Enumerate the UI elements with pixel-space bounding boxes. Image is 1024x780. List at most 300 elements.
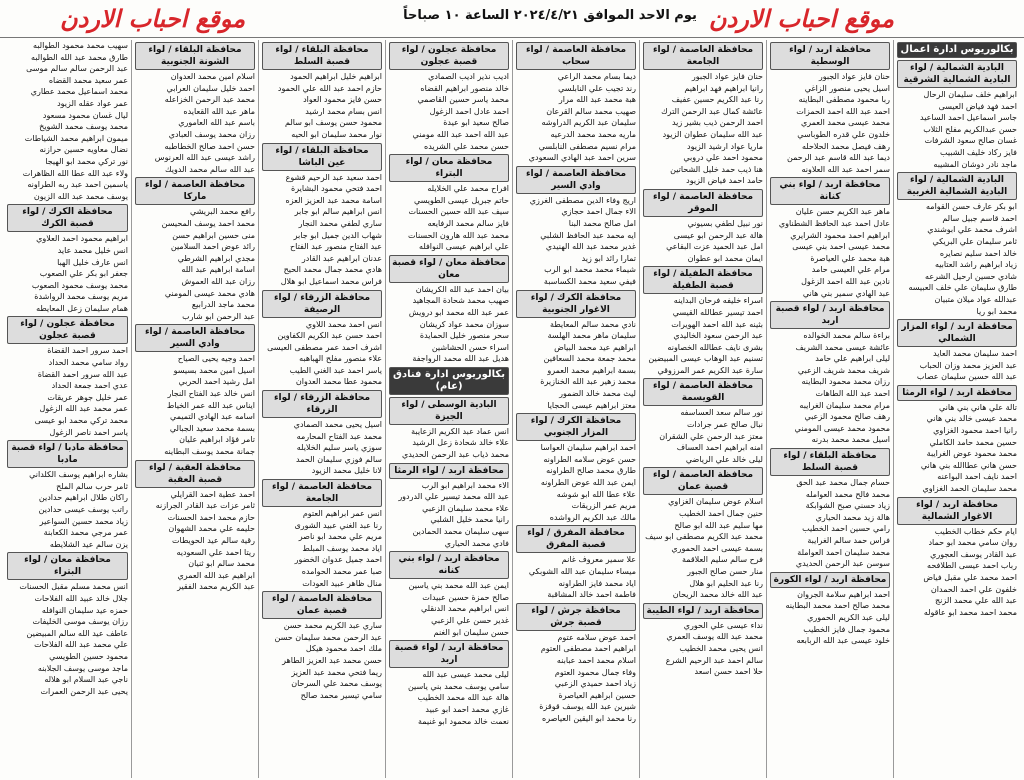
- section-title: محافظة اربد / لواء الطيبة: [643, 603, 763, 619]
- candidate-name: غدير محمد عبد الله الهنيدي: [545, 242, 636, 252]
- candidate-name: نور سالم سعد العساسفه: [680, 408, 763, 418]
- candidate-name: صهيب محمد سالم القرعان: [546, 106, 636, 116]
- candidate-name: هالة عبد الرحمن ابو عيسى: [673, 230, 763, 240]
- section-title: محافظة العاصمة / لواء قصبة عمان: [262, 591, 382, 619]
- district-section: [262, 42, 382, 141]
- dateline: يوم الاحد الموافق ٢٠٢٤/٤/٢١ الساعة ١٠ صباحاً: [403, 8, 697, 23]
- candidate-name: اسامة محمد عبد العزيز العزه: [285, 195, 382, 205]
- candidate-name: خلدون علي قدره الطوباسي: [797, 129, 890, 139]
- candidate-name: محمد تركي محمد ابو عيسى: [34, 416, 128, 426]
- candidate-name: روان سامي محمد ابو حماد: [928, 538, 1017, 548]
- candidate-name: اريج وفاء الدين مصطفى الغرزي: [529, 195, 636, 205]
- candidate-name: نور نبيل لطفي بسيوني: [687, 218, 763, 228]
- candidate-name: محمد ابو ريا: [976, 306, 1017, 316]
- district-section: [389, 154, 509, 253]
- section-title: محافظة العقبة / لواء قصبة العقبة: [135, 460, 255, 488]
- candidate-name: غسان صالح سعود الشرفات: [924, 136, 1017, 146]
- candidate-name: محمود محمد عيسى المومني: [794, 423, 890, 433]
- candidate-name: طارق محمد عبد الله الطوالبه: [30, 52, 128, 62]
- candidate-name: مرام محمد سليمان الغرايبه: [799, 400, 890, 410]
- candidate-name: عبد الله سرور احمد القضاة: [37, 369, 128, 379]
- candidate-name: سهى سليمان محمد الحمادين: [412, 527, 509, 537]
- candidate-name: سوزي ياسر سليم الخلايله: [296, 443, 382, 453]
- candidate-name: انس ابراهيم محمد الدنقلي: [420, 604, 509, 614]
- candidate-name: عبد الهادي سمير بني هاني: [802, 288, 890, 298]
- candidate-name: حلا احمد حسن اسعد: [694, 667, 763, 677]
- page-header: [0, 0, 1024, 38]
- section-title: محافظة الكرك / لواء قصبة الكرك: [7, 204, 128, 232]
- candidate-name: رهف فيصل محمد الحلاحله: [802, 141, 890, 151]
- candidate-name: محمد ياسر حسين القاصمي: [417, 95, 509, 105]
- candidate-name: محمد عبد الرحمن الخزاعله: [164, 95, 255, 105]
- candidate-name: الاء جمال احمد حجازي: [561, 207, 636, 217]
- candidate-name: ليلى خالد علي الرياضي: [685, 454, 763, 464]
- candidate-name: عبد الله حسين سليمان عصاب: [916, 372, 1017, 382]
- candidate-name: احمد محمد علي مقبل فياض: [923, 573, 1017, 582]
- candidate-name: حازم محمد احمد الحسنات: [167, 512, 255, 522]
- candidate-name: منال ظاهر عبيد العودات: [302, 578, 382, 588]
- candidate-name: شيماء محمد محمد ابو الرب: [544, 265, 636, 275]
- candidate-name: نضال معاويه حسين حرازنه: [39, 145, 128, 155]
- candidate-name: فايز ركاد خليف الشبيب: [940, 147, 1017, 157]
- name-list: [7, 581, 128, 697]
- candidate-name: علي ابراهيم عيسى النوافله: [419, 242, 509, 252]
- name-list: [516, 319, 636, 412]
- candidate-name: عبد الكريم محمد الفقير: [177, 582, 255, 592]
- candidate-name: ثامر عزات عبد القادر الجرازنه: [155, 501, 255, 511]
- district-section: [7, 40, 128, 202]
- candidate-name: علاء منصور مفلح الهباهبه: [299, 354, 382, 364]
- candidate-name: عبد القادر يوسف العجوري: [930, 549, 1017, 559]
- candidate-name: زياد ابراهيم راشد العتابيه: [934, 260, 1017, 270]
- candidate-name: يزن سالم عيد الشلايطه: [49, 539, 128, 549]
- candidate-name: عمر محمد عبد الله الزغول: [39, 404, 128, 414]
- name-list: [897, 526, 1017, 619]
- candidate-name: اسلام امين محمد العدوان: [170, 72, 255, 81]
- candidate-name: رزان محمد محمود البطاينه: [801, 377, 890, 387]
- candidate-name: حمزه عيد سليمان النوافله: [41, 605, 128, 615]
- section-title: محافظة العاصمة / لواء ماركا: [135, 177, 255, 205]
- candidate-name: احمد عطية احمد القرايلي: [170, 489, 255, 499]
- section-title: محافظة الزرقاء / لواء الزرقاء: [262, 390, 382, 418]
- candidate-name: ايناس عبد الله عمر الخياط: [166, 400, 255, 410]
- candidate-name: محمد سليمان الحمد الغزاوي: [922, 484, 1017, 494]
- candidate-name: ولاء عبد الله عطا الله الظاهرات: [22, 168, 128, 178]
- candidate-name: رانيا احمد محمود الغزاوي: [933, 426, 1017, 436]
- candidate-name: سامي تيسير محمد صالح: [300, 690, 382, 700]
- candidate-name: بسمة ابراهيم محمد العمرو: [547, 365, 636, 375]
- district-section: [897, 319, 1017, 383]
- candidate-name: حسام جمال محمد عبد الحق: [796, 478, 890, 488]
- candidate-name: نبال صالح عمر جرادات: [686, 420, 763, 430]
- candidate-name: جعفر ابو بكر علي الصعوب: [39, 269, 128, 279]
- district-section: [135, 460, 255, 593]
- candidate-name: هادي محمد جمال محمد الحيح: [283, 265, 382, 275]
- candidate-name: ديما عبد الله قاسم عبد الرحمن: [787, 153, 890, 163]
- district-section: [643, 266, 763, 376]
- candidate-name: محمد ذياب عبد الرحمن الحديدي: [401, 450, 509, 460]
- section-title: محافظة الطفيلة / لواء قصبة الطفيلة: [643, 266, 763, 294]
- candidate-name: احمد خليل سليمان العرابي: [166, 83, 255, 93]
- candidate-name: سمر احمد عبد الله العلاونه: [801, 164, 890, 174]
- section-title: محافظة العاصمة / لواء الجامعة: [643, 42, 763, 70]
- candidate-name: محمد محمود عوض الغرايبة: [926, 449, 1017, 459]
- candidate-name: عمر عبد الله محمد ابو درويش: [408, 307, 509, 317]
- district-section: [262, 290, 382, 389]
- candidate-name: احمد سليمان محمد العايد: [933, 349, 1017, 359]
- candidate-name: زياد حسني صبح الشوابكة: [805, 501, 890, 511]
- candidate-name: شريف محمد شريف الزعبي: [797, 365, 890, 375]
- candidate-name: حسن عبدالكريم مفلح الثلاب: [923, 124, 1017, 134]
- candidate-name: محمد احمد محمد ابو عاقوله: [923, 607, 1017, 617]
- district-section: [897, 42, 1017, 58]
- name-list: [7, 40, 128, 202]
- candidate-name: اياد محمد فايز الطراونه: [558, 578, 636, 588]
- district-section: [643, 467, 763, 600]
- candidate-name: رزان محمد يوسف العبادي: [168, 129, 255, 139]
- candidate-name: احمد وجيه يحيى الصياح: [177, 354, 255, 364]
- candidate-name: نداء عيسى علي الحوري: [683, 620, 763, 630]
- candidate-name: جلال خالد عبيد الله الفلاحات: [34, 593, 128, 603]
- section-title: محافظة اربد / لواء قصبة اربد: [389, 640, 509, 668]
- candidate-name: انس محمد مسلم مقبل الحسنات: [19, 582, 128, 592]
- candidate-name: عبد الله محمد تيسير علي الدردور: [398, 492, 509, 502]
- candidate-name: جمانة محمد يوسف البطاينه: [164, 447, 255, 457]
- district-section: [770, 301, 890, 446]
- candidate-name: ليث محمد خالد الضمور: [559, 389, 636, 399]
- candidate-name: احمد نايف احمد البواعنه: [937, 472, 1017, 482]
- name-list: [135, 489, 255, 593]
- candidate-name: عبد العزيز محمد وزان الحباب: [919, 360, 1017, 370]
- candidate-name: حسن محمد عبد العزيز الطاهر: [282, 655, 382, 665]
- candidate-name: وفاء جمال محمود العتوم: [554, 667, 636, 677]
- candidate-name: احمد عبد الله الطاهات: [815, 389, 890, 399]
- candidate-name: حسين ابراهيم العياصرة: [558, 690, 636, 700]
- candidate-name: رواد سامي محمد الحداد: [48, 358, 128, 368]
- candidate-name: اسراء خليفه فرحان البداينه: [673, 296, 763, 306]
- candidate-name: فاطمة احمد خالد المشاقبة: [547, 590, 636, 600]
- candidate-name: احمد عبد الله احمد الحمزات: [796, 106, 890, 116]
- candidate-name: عمر خليل جوهر عريقات: [47, 392, 128, 402]
- candidate-name: علاء عطا الله ابو شوشه: [556, 489, 636, 499]
- name-list: [770, 330, 890, 446]
- candidate-name: رامي حسين احمد الخطيب: [802, 524, 890, 534]
- candidate-name: باسم عبد الله العاموري: [178, 118, 255, 128]
- name-list: [643, 620, 763, 678]
- section-title: محافظة العاصمة / لواء الجامعة: [262, 479, 382, 507]
- name-list: [770, 477, 890, 570]
- candidate-name: يحيى عبد الرحمن العمرات: [40, 686, 128, 696]
- district-section: [389, 42, 509, 152]
- candidate-name: محمد جمعة محمد السعافين: [543, 354, 636, 364]
- candidate-name: حنان فايز عواد الجبور: [818, 72, 890, 81]
- candidate-name: احمد فهد فياض العيسى: [938, 101, 1017, 111]
- section-title: محافظة الكرك / لواء الاغوار الجنوبية: [516, 290, 636, 318]
- candidate-name: سيف عبد الله حسين الحسنات: [408, 207, 509, 217]
- candidate-name: جاسر اسماعيل احمد الساعيد: [920, 113, 1017, 123]
- district-section: [516, 42, 636, 164]
- candidate-name: بسمة محمد سعيد الجبالي: [169, 423, 255, 433]
- candidate-name: محمد زهير عبد الله الخنازيرة: [540, 377, 636, 387]
- name-list: [7, 233, 128, 314]
- district-section: [516, 525, 636, 600]
- candidate-name: رقية سالم عيد الحويطات: [171, 536, 255, 545]
- section-title: محافظة اربد / لواء قصبة اربد: [770, 301, 890, 329]
- candidate-name: ماجد موسى يوسف الجلابنه: [37, 663, 128, 673]
- candidate-name: ياسر احمد ناصر الزغول: [49, 427, 128, 437]
- candidate-name: انس عارف خليل الهبا: [57, 257, 128, 267]
- district-section: [389, 551, 509, 638]
- name-list: [262, 419, 382, 477]
- section-title: محافظة اربد / لواء بني كنانة: [770, 177, 890, 205]
- candidate-name: اسامة ابراهيم عبد الله: [181, 265, 255, 275]
- candidate-name: راكان طلال ابراهيم حدادين: [38, 493, 128, 503]
- section-title: بكالوريوس ادارة فنادق (عام): [389, 367, 509, 395]
- section-title: البادية الشمالية / لواء البادية الشمالية الغربية: [897, 172, 1017, 200]
- candidate-name: امل عبد الحميد عزت البقاعي: [666, 242, 763, 252]
- section-title: محافظة اربد / لواء الرمثا: [897, 385, 1017, 401]
- candidate-name: مرام علي العيسى حامد: [811, 265, 890, 275]
- candidate-name: حازم احمد عبد الله علي الحمود: [277, 83, 382, 93]
- candidate-name: عبد الله علي محمد الزنج: [935, 596, 1017, 606]
- results-columns: [4, 40, 1020, 778]
- section-title: محافظة البلقاء / لواء عين الباشا: [262, 143, 382, 171]
- candidate-name: بشرى نايف عطالله الخصاونه: [667, 342, 763, 352]
- candidate-name: ماريا عواد ارشيد الزيود: [687, 141, 763, 151]
- candidate-name: محمود حسن يوسف ابو سالم: [285, 118, 382, 128]
- candidate-name: محمد يوسف محمود الصعوب: [31, 280, 128, 290]
- name-list: [516, 554, 636, 600]
- district-section: [389, 463, 509, 550]
- candidate-name: ثامر حرب سالم الملح: [56, 481, 128, 491]
- name-list: [516, 195, 636, 288]
- section-title: محافظة معان / لواء البتراء: [389, 154, 509, 182]
- candidate-name: محمد عبد الفتاح المحارمه: [296, 431, 382, 441]
- candidate-name: خالد احمد سليم نصايره: [939, 248, 1017, 258]
- candidate-name: عبد الله سليمان عطوان الزيود: [662, 129, 763, 139]
- section-title: محافظة المفرق / لواء قصبة المفرق: [516, 525, 636, 553]
- candidate-name: سليمان ماهر محمد الهلسة: [547, 331, 636, 341]
- candidate-name: هنا ذيب حمد خليل الشحاتين: [670, 164, 763, 174]
- candidate-name: ساري لطفي محمد النجار: [298, 218, 382, 228]
- name-list: [897, 201, 1017, 317]
- candidate-name: مالك عبد الكريم الرواشده: [549, 512, 636, 522]
- candidate-name: انس احمد محمد اللاوي: [305, 319, 382, 329]
- name-list: [135, 71, 255, 175]
- candidate-name: تسنيم عبد الوهاب عيسى المبيضين: [648, 354, 763, 364]
- candidate-name: رنا عبد الغني عبيد الشورى: [294, 520, 382, 530]
- candidate-name: رباب احمد عيسى الطلافحه: [927, 561, 1017, 571]
- candidate-name: رنا عبد الكريم حسين عفيف: [671, 95, 763, 105]
- candidate-name: رانيا محمد خليل الشلبي: [430, 515, 509, 525]
- candidate-name: محمد عبد الله يوسف العمري: [666, 632, 763, 642]
- candidate-name: عبد الله سالم محمد الدويك: [164, 164, 255, 174]
- candidate-name: اسلام عوض سليمان الغزاوي: [668, 497, 763, 507]
- candidate-name: طارق محمد صالح الطراونه: [546, 466, 636, 476]
- candidate-name: محمد ماجد الدرابيع: [191, 300, 255, 310]
- candidate-name: انس عمر ابراهيم العتوم: [302, 509, 382, 519]
- candidate-name: بثينه عبد الله احمد الهويرات: [671, 319, 763, 329]
- district-section: [516, 290, 636, 412]
- candidate-name: محمد سالم ابو ثنيان: [188, 559, 255, 569]
- candidate-name: خلود عيسى عبد الله الربابعه: [796, 636, 890, 646]
- district-section: [7, 552, 128, 697]
- candidate-name: ابراهيم احمد محمود الشرايري: [790, 230, 890, 240]
- candidate-name: اسامه عبد الهادي التميمي: [170, 412, 255, 422]
- candidate-name: هديل عبد الله محمد الرواجفة: [412, 354, 509, 364]
- candidate-name: محمود حسين الطويسي: [49, 651, 128, 661]
- candidate-name: انس ابراهيم سالم ابو جابر: [294, 207, 382, 217]
- candidate-name: عبد الرحمن سالم سالم موسى: [26, 64, 128, 74]
- candidate-name: بسمة عيسى احمد الحموري: [671, 543, 763, 553]
- candidate-name: عبد الرحمن ابو شارب: [182, 311, 255, 321]
- candidate-name: زياد احمد حميدي الزعبي: [554, 679, 636, 689]
- candidate-name: احمد جميل عدوان الخضور: [294, 555, 382, 565]
- candidate-name: بشاره ابراهيم يوسف الكلداني: [29, 470, 128, 480]
- candidate-name: رنا محمد ابو اليقين العياصره: [542, 713, 636, 723]
- name-list: [897, 89, 1017, 170]
- district-section: [389, 367, 509, 395]
- candidate-name: رنا عبد الحليم ابو هلال: [689, 578, 763, 588]
- district-section: [7, 204, 128, 314]
- candidate-name: محمد فالح محمد العوامله: [805, 489, 890, 499]
- candidate-name: مجدي ابراهيم الشرطي: [177, 253, 255, 263]
- candidate-name: نوار محمد سليمان ابو الحيه: [291, 129, 382, 139]
- district-section: [262, 479, 382, 589]
- results-column: [4, 40, 131, 778]
- section-title: محافظة اربد / لواء الرمثا: [389, 463, 509, 479]
- section-title: محافظة العاصمة / لواء الموقر: [643, 189, 763, 217]
- section-title: محافظة العاصمة / لواء القويسمة: [643, 378, 763, 406]
- candidate-name: رند تجيب علي النابلسي: [558, 83, 636, 93]
- candidate-name: ابراهيم احمد مصطفى العتوم: [540, 644, 636, 654]
- candidate-name: عبد الرحمن محمد سليمان حسن: [274, 632, 382, 642]
- name-list: [135, 206, 255, 322]
- candidate-name: صالح سعيد ابو عيدة: [443, 118, 509, 128]
- results-column: [131, 40, 258, 778]
- district-section: [262, 591, 382, 701]
- candidate-name: ماهر عبد الله القعايده: [183, 106, 255, 116]
- candidate-name: نور تركي محمد ابو الهيجا: [45, 156, 128, 166]
- candidate-name: عبد الله خالد محمد الريحان: [672, 590, 763, 600]
- district-section: [516, 166, 636, 288]
- candidate-name: حسين محمد حامد الكاملي: [929, 437, 1017, 447]
- candidate-name: امل رشيد احمد الحربي: [178, 377, 255, 387]
- candidate-name: مريم يوسف محمد الرواشدة: [34, 292, 128, 302]
- name-list: [643, 496, 763, 600]
- district-section: [643, 42, 763, 187]
- results-column: [385, 40, 512, 778]
- candidate-name: ابراهيم خليل ابراهيم الحمود: [290, 72, 382, 81]
- candidate-name: معتز ابراهيم عيسى الحجايا: [547, 400, 636, 410]
- section-title: محافظة الزرقاء / لواء الرصيفة: [262, 290, 382, 318]
- section-title: محافظة معان / لواء قصبة معان: [389, 255, 509, 283]
- candidate-name: ماهر عبد الكريم حسن عليان: [795, 207, 890, 217]
- section-title: محافظة اربد / لواء بني كنانه: [389, 551, 509, 579]
- district-section: [135, 324, 255, 457]
- candidate-name: براءة سالم محمد الخوالده: [803, 331, 890, 341]
- candidate-name: رزان عبد الله العموش: [181, 276, 255, 286]
- name-list: [262, 620, 382, 701]
- candidate-name: غدير حسن علي الزعبي: [431, 616, 509, 625]
- candidate-name: اسراء حسن الحشاشين: [431, 342, 509, 352]
- candidate-name: حسن احمد صالح الخطاطبه: [164, 141, 255, 151]
- district-section: [897, 172, 1017, 317]
- name-list: [897, 402, 1017, 495]
- candidate-name: سامي يوسف محمد بني ياسين: [407, 681, 509, 691]
- candidate-name: ثامر سليمان علي البريكي: [932, 236, 1017, 246]
- candidate-name: ساري عبد الكريم محمد حسن: [283, 621, 382, 631]
- candidate-name: ايمن عبد الله محمد بني ياسين: [408, 581, 509, 591]
- candidate-name: منار حسن صالح الجبور: [687, 567, 763, 576]
- brand-title-left: موقع احباب الاردن: [60, 4, 246, 33]
- name-list: [897, 348, 1017, 383]
- district-section: [135, 177, 255, 322]
- district-section: [770, 448, 890, 570]
- name-list: [770, 71, 890, 175]
- name-list: [389, 426, 509, 461]
- name-list: [516, 632, 636, 725]
- candidate-name: علي محمد عبد الله الفلاحات: [34, 640, 128, 650]
- candidate-name: علاء خالد شحادة زعل الرشيد: [412, 438, 509, 448]
- district-section: [135, 42, 255, 175]
- candidate-name: ليال غسان محمود مسعود: [42, 110, 128, 120]
- candidate-name: محمد عيسى خالد بني هاني: [926, 414, 1017, 424]
- candidate-name: ابراهيم عبد الله العمري: [177, 570, 255, 580]
- candidate-name: محمود احمد علي دروبي: [683, 153, 763, 163]
- district-section: [770, 572, 890, 647]
- candidate-name: رائد عوض احمد السلامين: [170, 242, 255, 252]
- candidate-name: محمد صالح احمد محمد البطاينه: [785, 601, 890, 611]
- candidate-name: همام سليمان زعل المعايطه: [36, 303, 128, 313]
- name-list: [770, 206, 890, 299]
- section-title: محافظة العاصمة / لواء وادي السير: [516, 166, 636, 194]
- candidate-name: ابراهيم خلف سليمان الرحال: [923, 90, 1017, 99]
- candidate-name: احمد فتحي محمود البشايرة: [291, 184, 382, 194]
- candidate-name: انس عماد عبد الكريم الزعايبة: [411, 426, 509, 436]
- district-section: [770, 42, 890, 175]
- candidate-name: هادي محمد عيسى المومني: [164, 288, 255, 298]
- district-section: [516, 413, 636, 523]
- candidate-name: اسيل محمد محمد بدرنه: [811, 435, 890, 445]
- section-title: محافظة العاصمة / لواء سحاب: [516, 42, 636, 70]
- name-list: [262, 71, 382, 141]
- section-title: محافظة البلقاء / لواء قصبة السلط: [262, 42, 382, 70]
- candidate-name: احمد عوض سلامه عتوم: [557, 632, 636, 642]
- candidate-name: ابراهيم محمود احمد العلاوي: [36, 234, 128, 244]
- candidate-name: حسن هاني عطاالله بني هاني: [920, 460, 1017, 470]
- candidate-name: ميساء سليمان عبد الله الشوبكي: [528, 567, 636, 576]
- candidate-name: اديب نذير اديب الصمادي: [428, 72, 509, 81]
- candidate-name: معتز عبد الرحمن علي الشقران: [659, 431, 763, 441]
- candidate-name: اشرف احمد عمر مصطفى العيسى: [267, 342, 382, 352]
- candidate-name: خالد منصور ابراهيم القضاه: [420, 83, 509, 93]
- candidate-name: علا سمير معروف غانم: [561, 555, 636, 565]
- candidate-name: حليمه علي محمد الشهوان: [168, 524, 255, 534]
- candidate-name: اسيل يحيى محمد الصمادي: [293, 420, 382, 430]
- candidate-name: عمر سعيد محمد القضاه: [48, 75, 128, 85]
- candidate-name: ابراهيم عيد محمد البياض: [554, 342, 636, 352]
- candidate-name: سرين احمد عبد الهادي السعودي: [528, 153, 636, 163]
- district-section: [7, 440, 128, 550]
- name-list: [262, 172, 382, 288]
- candidate-name: ليلى ابراهيم علي حامد: [815, 354, 890, 364]
- candidate-name: هبة محمد عبد الله مرار: [558, 95, 636, 105]
- candidate-name: سوزان محمد عواد كريشان: [419, 319, 509, 329]
- name-list: [389, 580, 509, 638]
- candidate-name: مريم علي محمد ابو ناصر: [298, 532, 382, 542]
- results-column: [639, 40, 766, 778]
